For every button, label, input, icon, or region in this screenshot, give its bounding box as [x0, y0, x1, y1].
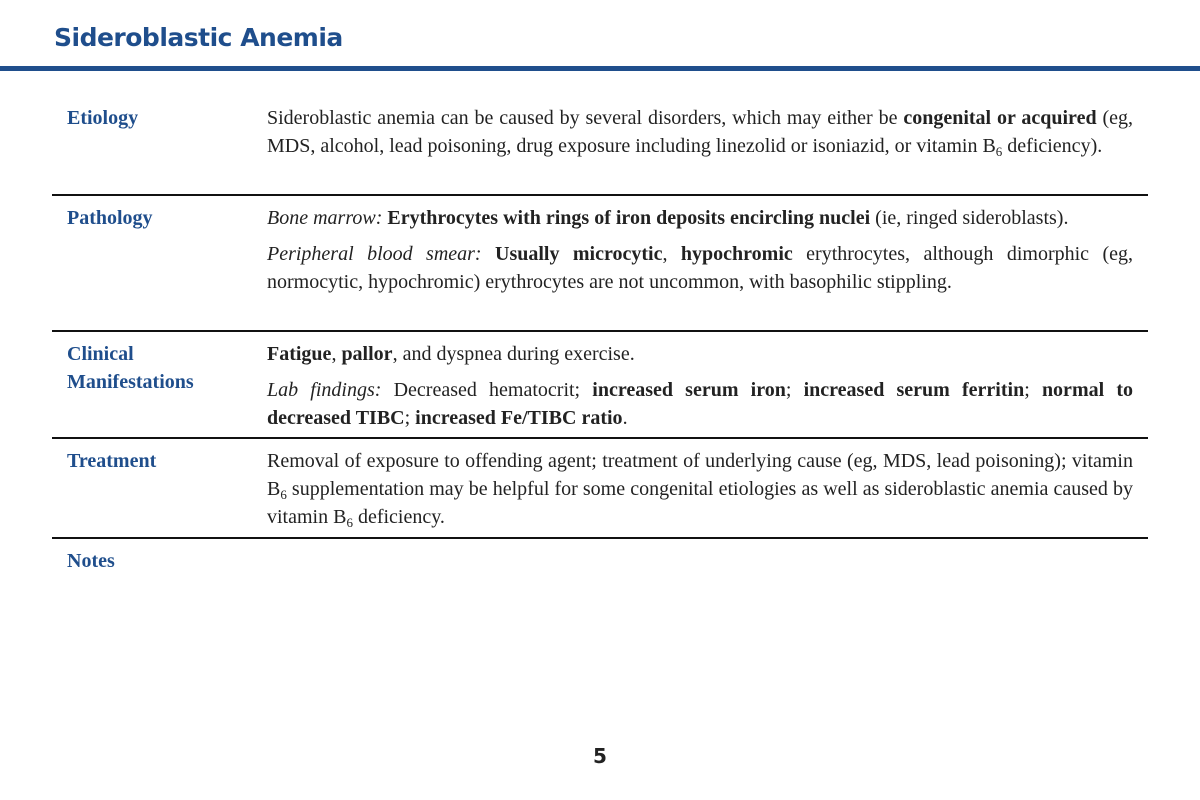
bold-run: increased serum iron: [592, 379, 786, 401]
text-run: erythrocytes, although dimorphic (eg, normocytic, hypochromic) erythrocytes are not uncommon, with basophilic stippling.: [267, 243, 1134, 293]
text-run: (eg, MDS, alcohol, lead poisoning, drug exposure including linezolid or isoniazid, or vitamin B: [267, 107, 1133, 157]
notes-area: [267, 539, 1133, 589]
page-number: 5: [593, 744, 607, 768]
etiology-paragraph: [267, 104, 1133, 160]
text-run: (ie, ringed sideroblasts).: [870, 207, 1069, 229]
treatment-label: Treatment: [67, 450, 157, 472]
text-run: .: [622, 407, 628, 429]
italic-run: Peripheral blood smear:: [267, 243, 482, 265]
etiology-text: [267, 100, 1133, 194]
notes-label: Notes: [67, 550, 115, 572]
notes-row: [52, 539, 1148, 589]
lab-findings-paragraph: [267, 376, 1133, 432]
text-run: supplementation may be helpful for some congenital etiologies as well as sideroblastic anemia caused by vitamin B: [267, 478, 1133, 528]
text-run: ,: [331, 343, 342, 365]
text-run: Decreased hematocrit;: [381, 379, 593, 401]
text-run: ,: [662, 243, 681, 265]
subscript: 6: [346, 515, 353, 530]
content-table: [52, 100, 1148, 589]
bold-run: congenital or acquired: [903, 107, 1097, 129]
bold-run: hypochromic: [680, 243, 793, 265]
bold-run: increased serum ferritin: [803, 379, 1025, 401]
italic-run: Bone marrow:: [267, 207, 383, 229]
text-run: ;: [404, 407, 416, 429]
bold-run: Fatigue: [267, 343, 332, 365]
pathology-label: Pathology: [67, 207, 153, 229]
etiology-label: Etiology: [67, 107, 139, 129]
clinical-manifestations-label: [52, 332, 267, 437]
pathology-row: [52, 196, 1148, 332]
etiology-row: [52, 100, 1148, 196]
treatment-paragraph: [267, 447, 1133, 531]
clinical-manifestations-text: [267, 332, 1133, 437]
text-run: ;: [785, 379, 804, 401]
treatment-text: [267, 439, 1133, 537]
symptoms-paragraph: [267, 340, 1133, 368]
bold-run: increased Fe/TIBC ratio: [415, 407, 623, 429]
label-line: Manifestations: [67, 371, 194, 393]
clinical-manifestations-row: [52, 332, 1148, 439]
bold-run: Usually microcytic: [495, 243, 663, 265]
text-run: Removal of exposure to offending agent; treatment of underlying cause (eg, MDS, lead poisoning); vitamin B: [267, 450, 1133, 500]
subscript: 6: [995, 144, 1003, 159]
text-run: Sideroblastic anemia can be caused by several disorders, which may either be: [267, 107, 904, 129]
text-run: deficiency).: [1002, 135, 1103, 157]
blood-smear-paragraph: [267, 240, 1133, 296]
pathology-text: [267, 196, 1133, 330]
text-run: , and dyspnea during exercise.: [392, 343, 635, 365]
text-run: ;: [1024, 379, 1042, 401]
bold-run: Erythrocytes with rings of iron deposits encircling nuclei: [387, 207, 871, 229]
bold-run: pallor: [341, 343, 393, 365]
treatment-row: [52, 439, 1148, 539]
subscript: 6: [280, 487, 287, 502]
page-title: Sideroblastic Anemia: [54, 23, 343, 52]
text-run: deficiency.: [352, 506, 445, 528]
italic-run: Lab findings:: [267, 379, 382, 401]
title-rule: [0, 66, 1200, 71]
text-run: [482, 243, 495, 265]
bone-marrow-paragraph: [267, 204, 1133, 232]
label-line: Clinical: [67, 343, 134, 365]
bold-run: normal to decreased TIBC: [267, 379, 1133, 429]
